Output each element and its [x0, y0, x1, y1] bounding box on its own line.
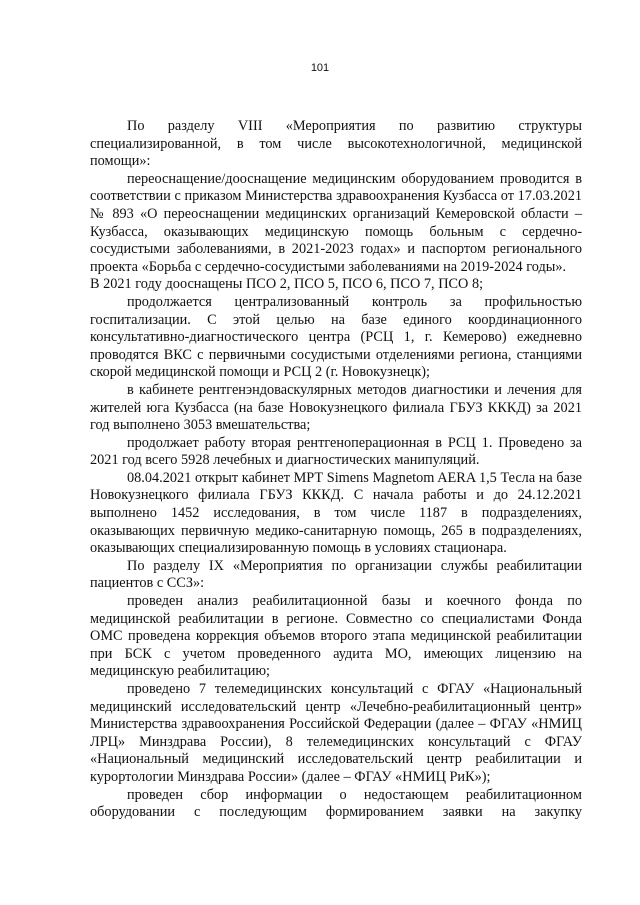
- paragraph-equipment-request: проведен сбор информации о недостающем реабилитационном оборудовании с последующим формированием заявки на закупку: [90, 786, 582, 821]
- paragraph-telemedicine: проведено 7 телемедицинских консультаций с ФГАУ «Национальный медицинский исследовательский центр «Лечебно-реабилитационный центр» Министерства здравоохранения Российской Федерации (далее – ФГАУ «НМИЦ ЛРЦ» Минздрава России), 8 телемедицинских консультаций с ФГАУ «Национальный медицинский исследовательский центр реабилитации и курортологии Минздрава России» (далее – ФГАУ «НМИЦ РиК»);: [90, 681, 582, 785]
- paragraph-pso-equipped: В 2021 году дооснащены ПСО 2, ПСО 5, ПСО 6, ПСО 7, ПСО 8;: [90, 276, 484, 293]
- document-body: [90, 118, 582, 822]
- paragraph-xray-cabinet: в кабинете рентгенэндоваскулярных методов диагностики и лечения для жителей юга Кузбасса (на базе Новокузнецкого филиала ГБУЗ КККД) за 2021 год выполнено 3053 вмешательства;: [90, 381, 582, 434]
- paragraph-second-operating-room: продолжает работу вторая рентгеноперационная в РСЦ 1. Проведено за 2021 год всего 5928 лечебных и диагностических манипуляций.: [90, 434, 582, 469]
- paragraph-section-ix-heading: По разделу IX «Мероприятия по организации службы реабилитации пациентов с ССЗ»:: [90, 557, 582, 592]
- paragraph-section-viii-heading: По разделу VIII «Мероприятия по развитию структуры специализированной, в том числе высокотехнологичной, медицинской помощи»:: [90, 118, 582, 170]
- paragraph-mri-cabinet: 08.04.2021 открыт кабинет МРТ Simens Magnetom AERA 1,5 Тесла на базе Новокузнецкого филиала ГБУЗ КККД. С начала работы и до 24.12.2021 выполнено 1452 исследования, в том числе 1187 в подразделениях, оказывающих первичную медико-санитарную помощь, 265 в подразделениях, оказывающих специализированную помощь в условиях стационара.: [90, 469, 582, 557]
- paragraph-hospitalization-control: продолжается централизованный контроль за профильностью госпитализации. С этой целью на базе единого координационного консультативно-диагностического центра (РСЦ 1, г. Кемерово) ежедневно проводятся ВКС с первичными сосудистыми отделениями региона, станциями скорой медицинской помощи и РСЦ 2 (г. Новокузнецк);: [90, 293, 582, 381]
- paragraph-rehab-analysis: проведен анализ реабилитационной базы и коечного фонда по медицинской реабилитации в регионе. Совместно со специалистами Фонда ОМС проведена коррекция объемов второго этапа медицинской реабилитации при БСК с учетом проведенного аудита МО, имеющих лицензию на медицинскую реабилитацию;: [90, 593, 582, 680]
- paragraph-equipment-order: переоснащение/дооснащение медицинским оборудованием проводится в соответствии с приказом Министерства здравоохранения Кузбасса от 17.03.2021 № 893 «О переоснащении медицинских организаций Кемеровской области – Кузбасса, оказывающих медицинскую помощь больным с сердечно-сосудистыми заболеваниями, в 2021-2023 годах» и паспортом регионального проекта «Борьба с сердечно-сосудистыми заболеваниями на 2019-2024 годы».: [90, 170, 582, 275]
- page-number: 101: [310, 62, 330, 74]
